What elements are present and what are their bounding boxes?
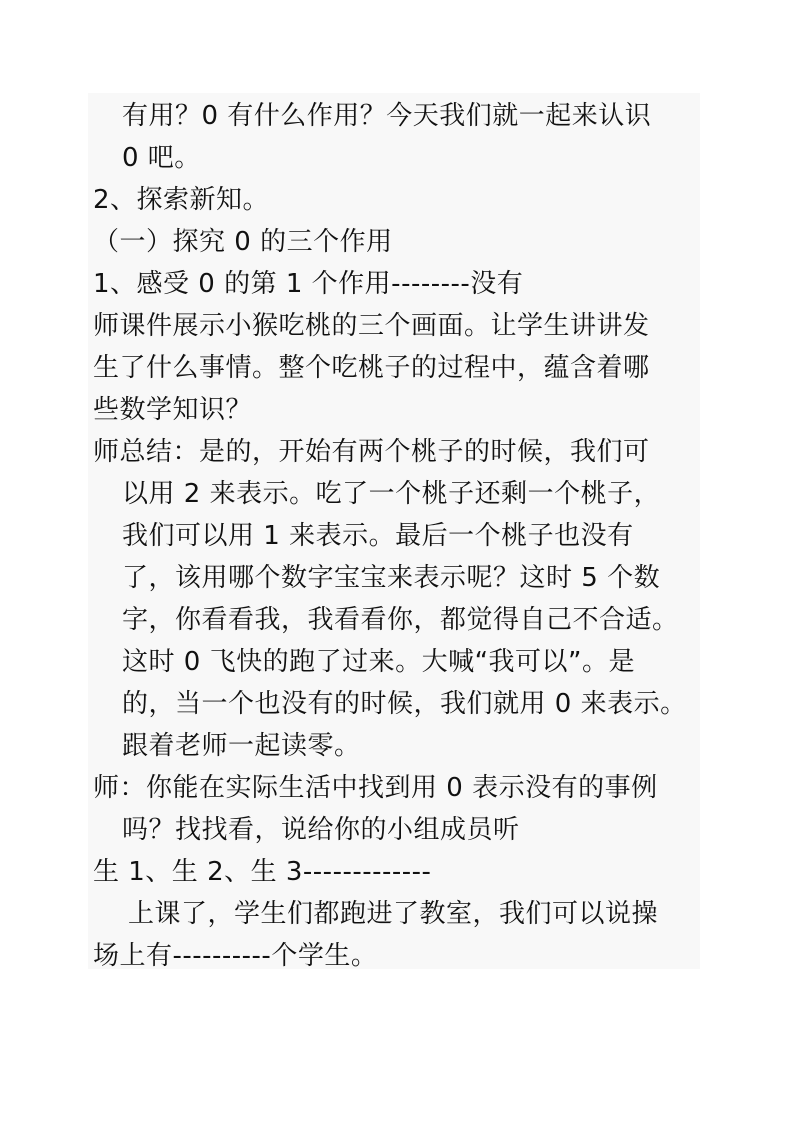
text-line-17: 师：你能在实际生活中找到用 0 表示没有的事例 [93, 773, 658, 803]
text-line-10: 以用 2 来表示。吃了一个桃子还剩一个桃子， [122, 479, 661, 509]
text-line-20: 上课了，学生们都跑进了教室，我们可以说操 [128, 899, 659, 929]
text-line-4: （一）探究 0 的三个作用 [93, 227, 393, 257]
text-line-3: 2、探索新知。 [93, 185, 270, 215]
text-line-7: 生了什么事情。整个吃桃子的过程中，蕴含着哪 [93, 353, 650, 383]
text-line-1: 有用？0 有什么作用？今天我们就一起来认识 [122, 101, 652, 131]
text-line-21: 场上有----------个学生。 [93, 941, 378, 971]
text-line-18: 吗？找找看，说给你的小组成员听 [122, 815, 520, 845]
text-line-5: 1、感受 0 的第 1 个作用--------没有 [93, 269, 524, 299]
text-line-13: 字，你看看我，我看看你，都觉得自己不合适。 [122, 605, 679, 635]
text-line-14: 这时 0 飞快的跑了过来。大喊“我可以”。是 [122, 647, 636, 677]
text-line-16: 跟着老师一起读零。 [122, 731, 361, 761]
text-line-12: 了，该用哪个数字宝宝来表示呢？这时 5 个数 [122, 563, 661, 593]
text-line-8: 些数学知识？ [93, 395, 253, 425]
text-line-2: 0 吧。 [122, 143, 201, 173]
text-line-19: 生 1、生 2、生 3------------- [93, 857, 432, 887]
text-line-6: 师课件展示小猴吃桃的三个画面。让学生讲讲发 [93, 311, 650, 341]
text-line-11: 我们可以用 1 来表示。最后一个桃子也没有 [122, 521, 634, 551]
text-line-9: 师总结：是的，开始有两个桃子的时候，我们可 [93, 437, 650, 467]
text-line-15: 的，当一个也没有的时候，我们就用 0 来表示。 [122, 689, 687, 719]
